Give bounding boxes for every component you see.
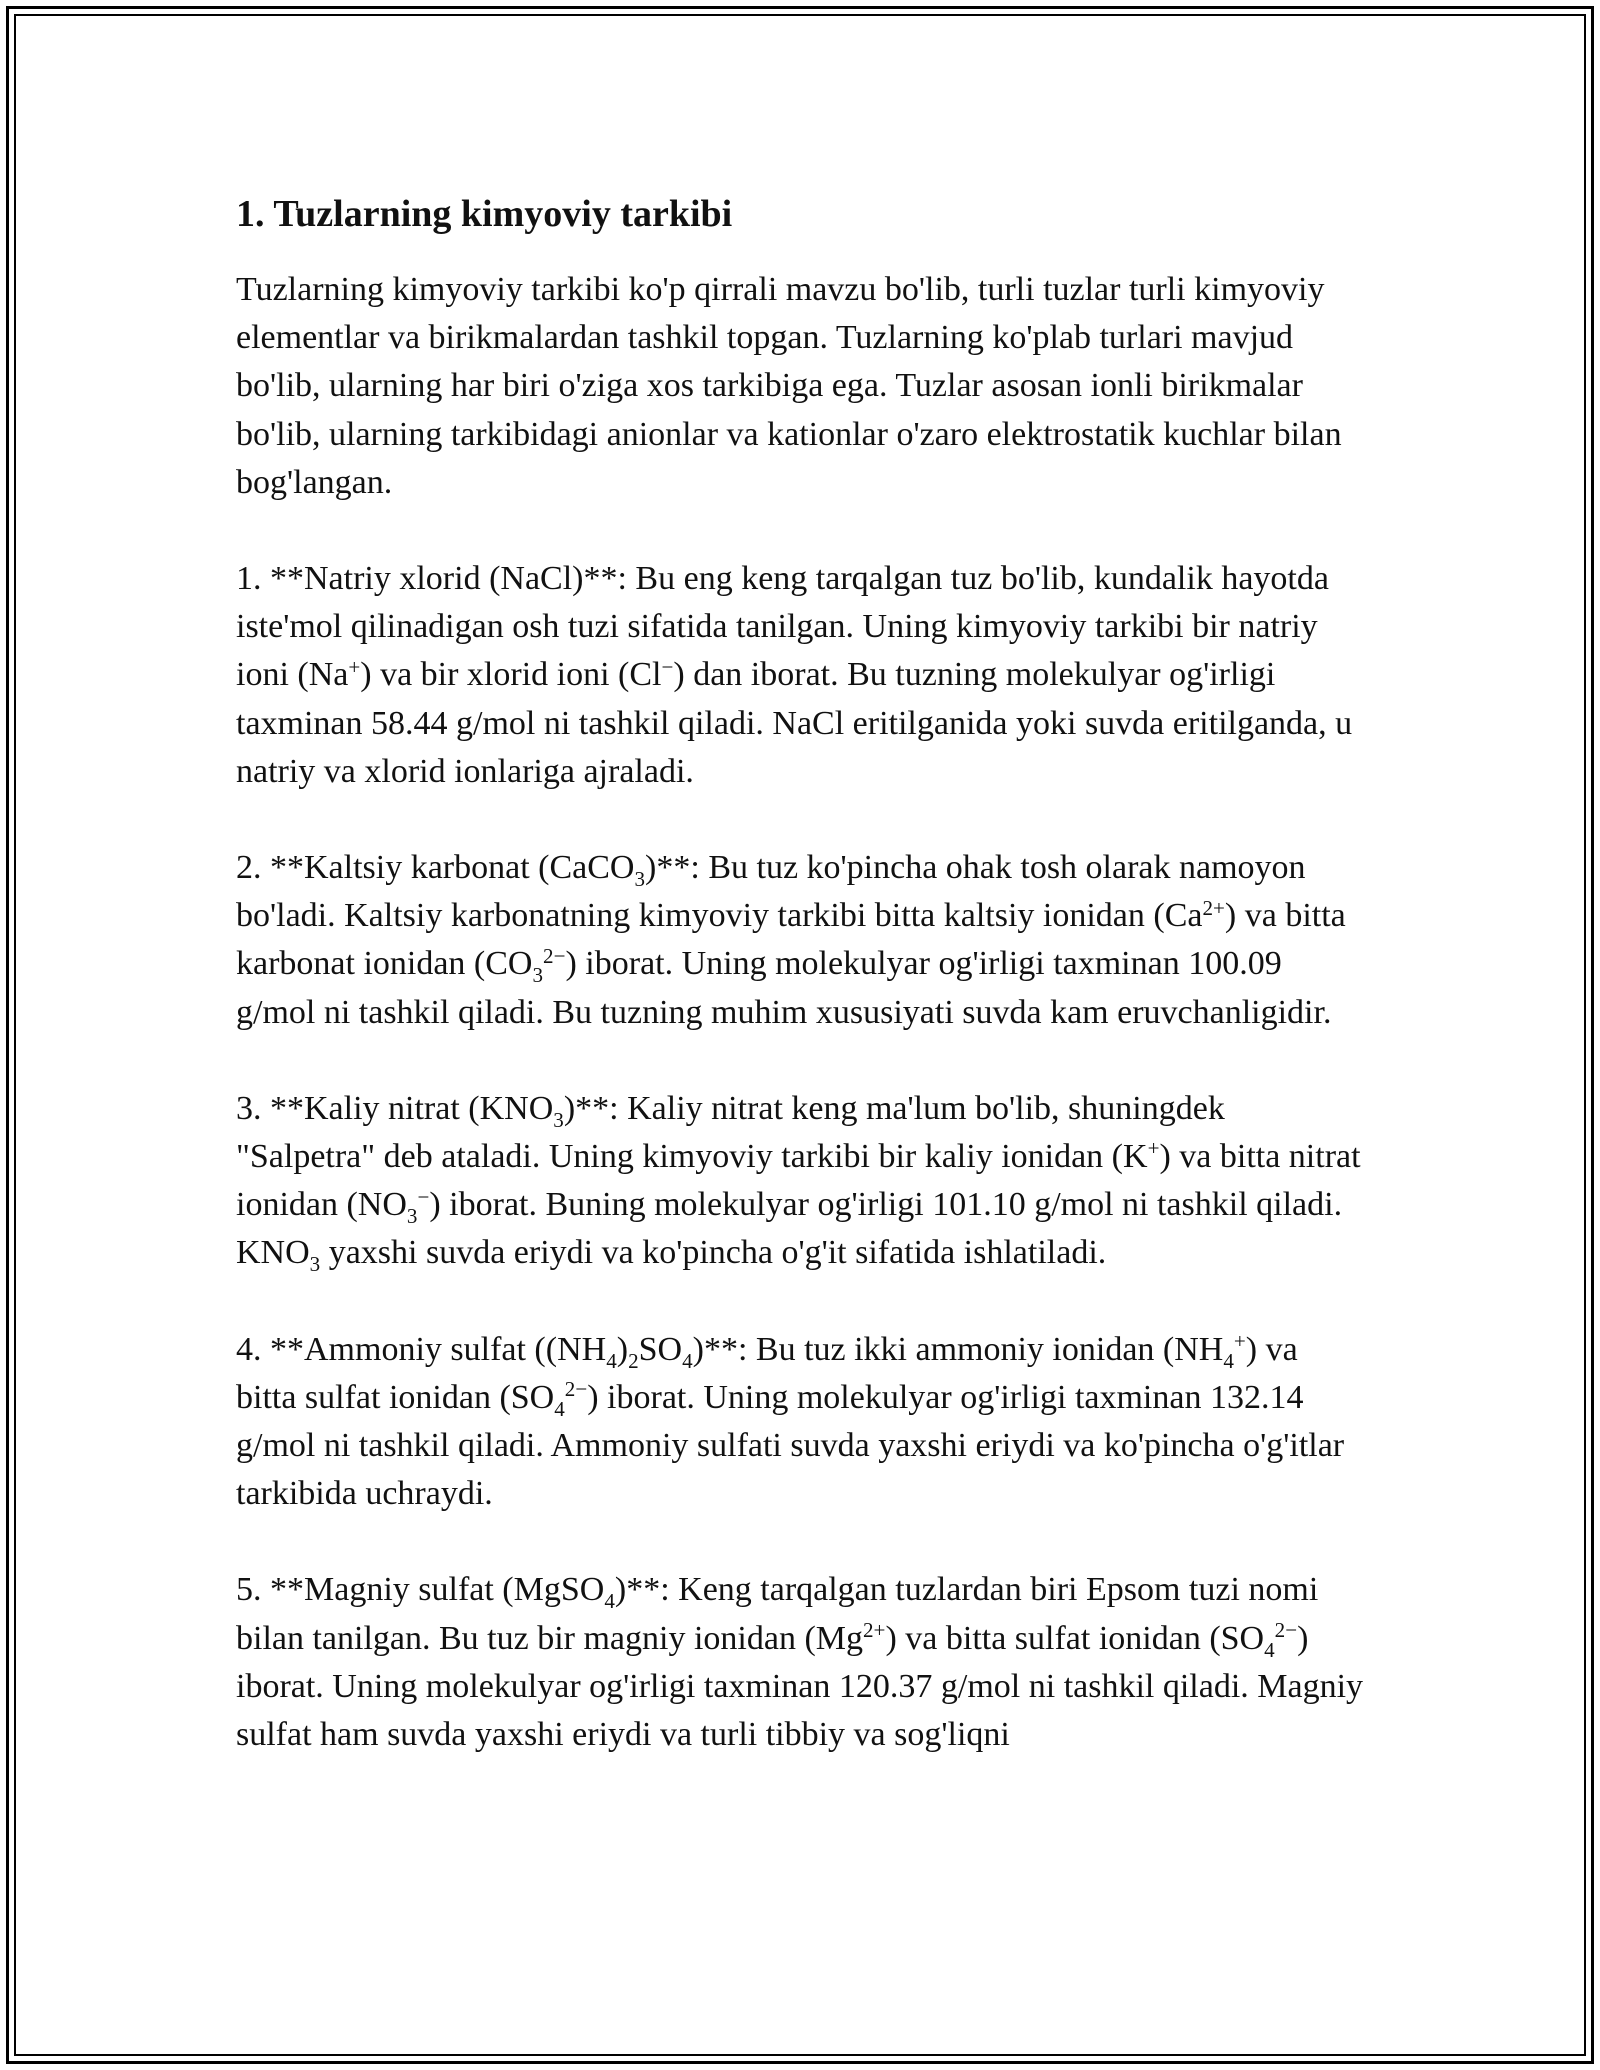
text-run: ) va bitta nitrat ionidan (NO xyxy=(236,1138,1361,1224)
subscript: 4 xyxy=(604,1589,615,1614)
superscript: 2+ xyxy=(863,1618,886,1643)
subscript: 4 xyxy=(1264,1637,1275,1662)
superscript: + xyxy=(1147,1136,1160,1161)
superscript: 2− xyxy=(1274,1618,1298,1643)
text-run: ) iborat. Uning molekulyar og'irligi taxminan 100.09 g/mol ni tashkil qiladi. Bu tuzning muhim xususiyati suvda kam eruvchanligidir. xyxy=(236,945,1332,1031)
text-run: 2. **Kaltsiy karbonat (CaCO xyxy=(236,849,635,887)
text-run: ) dan iborat. Bu tuzning molekulyar og'irligi taxminan 58.44 g/mol ni tashkil qiladi. NaCl eritilganida yoki suvda eritilganda, u natriy va xlorid ionlariga ajraladi. xyxy=(236,656,1353,790)
document-body xyxy=(236,188,1366,1807)
text-run: SO xyxy=(638,1330,683,1368)
text-run: 3. **Kaliy nitrat (KNO xyxy=(236,1089,554,1127)
text-run: )**: Bu tuz ko'pincha ohak tosh olarak namoyon bo'ladi. Kaltsiy karbonatning kimyoviy tarkibi bitta kaltsiy ionidan (Ca xyxy=(236,849,1306,935)
subscript: 2 xyxy=(628,1348,639,1373)
subscript: 4 xyxy=(682,1348,693,1373)
superscript: 2+ xyxy=(1202,895,1225,920)
text-run: ) iborat. Uning molekulyar og'irligi taxminan 132.14 g/mol ni tashkil qiladi. Ammoniy sulfati suvda yaxshi eriydi va ko'pincha o'g'itlar tarkibida uchraydi. xyxy=(236,1378,1345,1513)
text-run: 4. **Ammoniy sulfat ((NH xyxy=(236,1330,607,1368)
text-run: ) iborat. Buning molekulyar og'irligi 101.10 g/mol ni tashkil qiladi. KNO xyxy=(236,1186,1343,1272)
superscript: 2− xyxy=(543,943,566,968)
salt-item-paragraph xyxy=(236,1566,1366,1759)
section-heading: 1. Tuzlarning kimyoviy tarkibi xyxy=(236,193,733,235)
superscript: + xyxy=(348,654,361,679)
superscript: − xyxy=(661,654,674,679)
text-run: ) iborat. Uning molekulyar og'irligi taxminan 120.37 g/mol ni tashkil qiladi. Magniy sulfat ham suvda yaxshi eriydi va turli tibbiy va sog'liqni xyxy=(236,1619,1364,1754)
text-run: )**: Keng tarqalgan tuzlardan biri Epsom tuzi nomi bilan tanilgan. Bu tuz bir magniy ionidan (Mg xyxy=(236,1571,1319,1657)
salt-item-paragraph xyxy=(236,1326,1366,1519)
salt-item-paragraph xyxy=(236,1085,1366,1278)
subscript: 3 xyxy=(532,963,544,988)
salt-item-paragraph xyxy=(236,555,1366,796)
text-run: ) va bitta sulfat ionidan (SO xyxy=(885,1619,1265,1657)
salt-item-paragraph xyxy=(236,844,1366,1037)
subscript: 4 xyxy=(554,1396,565,1421)
text-run: )**: Kaliy nitrat keng ma'lum bo'lib, shuningdek "Salpetra" deb ataladi. Uning kimyoviy tarkibi bir kaliy ionidan (K xyxy=(236,1089,1225,1176)
subscript: 4 xyxy=(1223,1348,1234,1373)
text-run: ) xyxy=(616,1330,629,1368)
text-run: ) va bitta karbonat ionidan (CO xyxy=(236,897,1346,983)
text-run: 1. **Natriy xlorid (NaCl)**: Bu eng keng tarqalgan tuz bo'lib, kundalik hayotda iste'mol qilinadigan osh tuzi sifatida tanilgan. Uning kimyoviy tarkibi bir natriy ioni (Na xyxy=(236,560,1329,694)
subscript: 3 xyxy=(309,1252,321,1277)
subscript: 4 xyxy=(606,1348,617,1373)
subscript: 3 xyxy=(406,1204,418,1229)
text-run: yaxshi suvda eriydi va ko'pincha o'g'it sifatida ishlatiladi. xyxy=(320,1234,1107,1272)
superscript: − xyxy=(417,1184,430,1209)
subscript: 3 xyxy=(553,1107,564,1132)
text-run: ) va bir xlorid ioni (Cl xyxy=(360,656,662,694)
superscript: 2− xyxy=(564,1377,588,1402)
text-run: ) va bitta sulfat ionidan (SO xyxy=(236,1330,1298,1416)
intro-paragraph: Tuzlarning kimyoviy tarkibi ko'p qirrali mavzu bo'lib, turli tuzlar turli kimyoviy elementlar va birikmalardan tashkil topgan. Tuzlarning ko'plab turlari mavjud bo'lib, ularning har biri o'ziga xos tarkibiga ega. Tuzlar asosan ionli birikmalar bo'lib, ularning tarkibidagi anionlar va kationlar o'zaro elektrostatik kuchlar bilan bog'langan. xyxy=(236,271,1342,501)
superscript: + xyxy=(1233,1329,1246,1354)
subscript: 3 xyxy=(634,867,646,892)
text-run: 5. **Magniy sulfat (MgSO xyxy=(236,1571,605,1609)
text-run: )**: Bu tuz ikki ammoniy ionidan (NH xyxy=(692,1330,1224,1368)
salt-list xyxy=(236,555,1366,1759)
